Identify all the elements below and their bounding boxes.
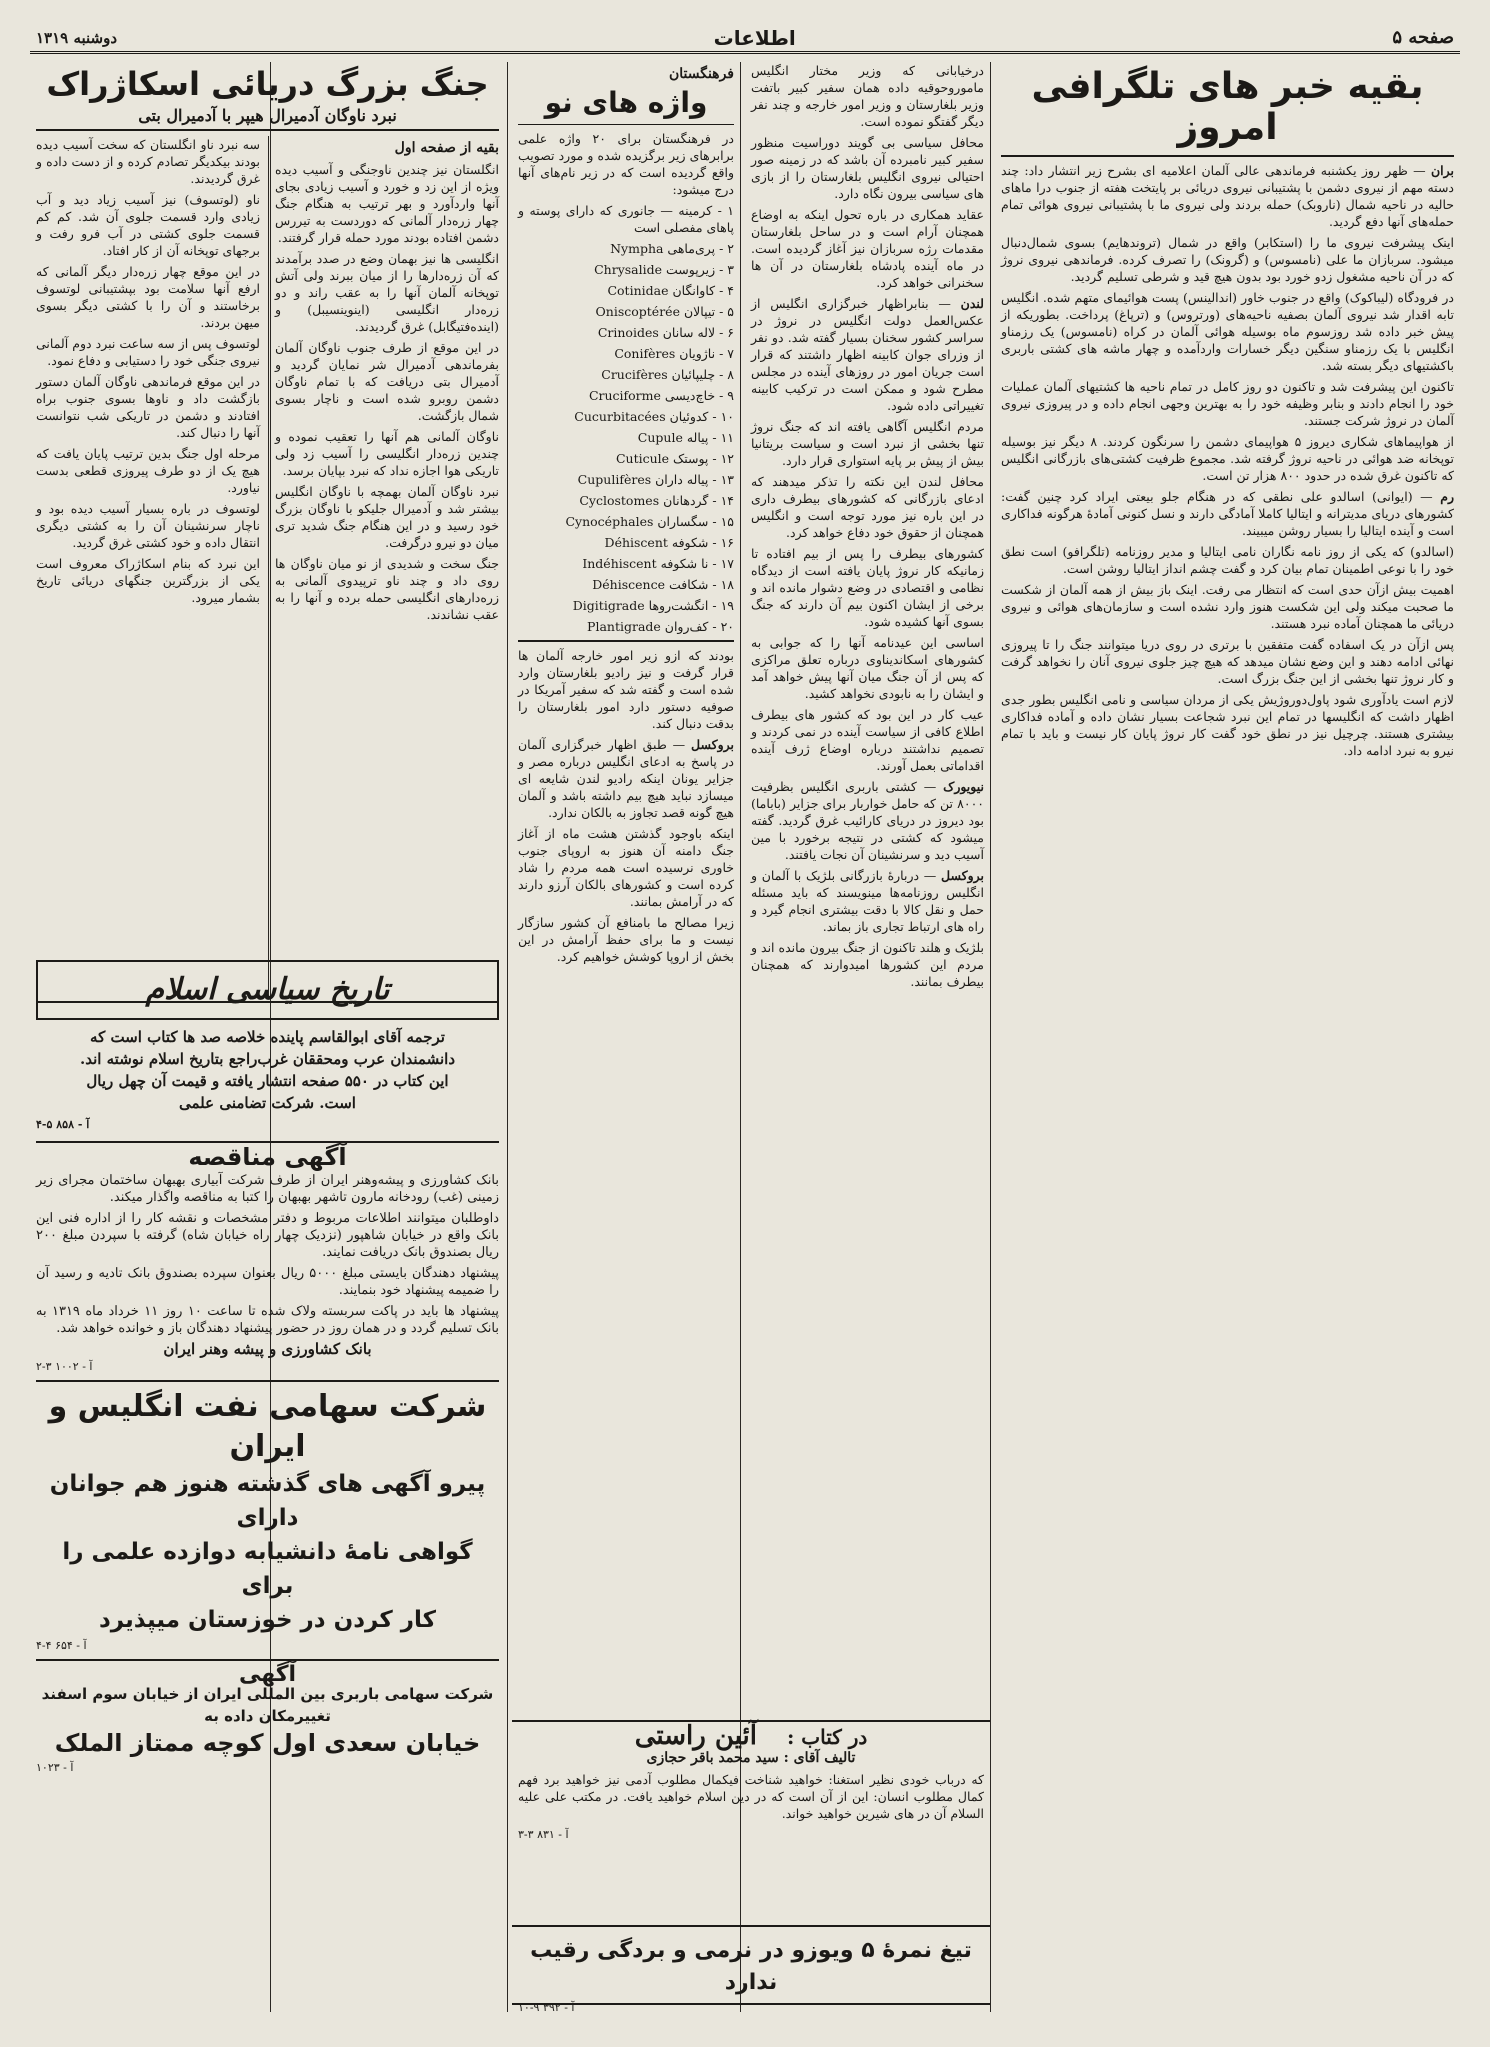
term-item: ۵ - تیپالان Oniscoptérée [595,304,734,320]
ad-transport-line1: شرکت سهامی باربری بین المللی ایران از خیابان سوم اسفند [41,1685,494,1703]
dateline: نیویورک [943,779,984,794]
naval-paragraph: در این موقع چهار زره‌دار دیگر آلمانی که ارفع آنها سلامت بود بپشتیبانی لوتسوف برخاستند و آن را با کشتی دیگر بسوی میهن بردند. [36,263,260,330]
tender-paragraph: پیشنهاد ها باید در پاکت سربسته ولاک شده تا ساعت ۱۰ روز ۱۱ خرداد ماه ۱۳۱۹ به بانک تسلیم گردد و در همان روز در حضور پیشنهاد دهندگان باز و خوانده خواهد شد. [36,1304,499,1336]
ad-tender-footer: بانک کشاورزی و پیشه وهنر ایران [163,1340,372,1358]
news-text: کشورهای بیطرف را پس از بیم افتاده تا زمانیکه کار نروژ پایان یافته است از دیدگاه نظامی و اقتصادی در وضع دشوار مانده اند و برخی از ایشان اکنون بیم آن دارند که جنگ بسوی آنها کشیده شود. [751,546,984,629]
ad-book-line3: این کتاب در ۵۵۰ صفحه انتشار یافته و قیمت آن چهل ریال [86,1072,449,1090]
ad-book-line1: ترجمه آقای ابوالقاسم پاینده خلاصه صد ها کتاب است که [90,1028,445,1046]
term-item: ۸ - چلیپائیان Crucifères [601,367,734,383]
ad-ayin-text: که درباب خودی نظیر استغنا: خواهید شناخت فیکمال مطلوب آدمی نیز خواهید برد فهم کمال مطلوب انسان: این از آن است که در دین اسلام خواهید یافت. در مکتب علی علیه السلام آن در های شیرین خواهید خواند. [518,1772,984,1821]
news-text: — دربارهٔ بازرگانی بلژیک با آلمان و انگلیس روزنامه‌ها مینویسند که باید مسئله حمل و نقل کالا با دقت بیشتری انجام گیرد و راه های ارتباط تجاری باز بماند. [751,868,984,934]
news-item [751,706,984,774]
term-item: ۱۹ - انگشت‌روها Digitigrade [572,598,734,614]
news-item [751,778,984,863]
dateline: لندن [960,296,984,311]
news-text: عقاید همکاری در باره تحول اینکه به اوضاع همچنان آرام است و در ساحل بلغارستان مقدمات رژه سربازان نیز آغاز گردیده است. در ماه آینده پادشاه بلغارستان در آن ها سخنرانی خواهد کرد. [751,207,984,290]
news-text: محافل لندن این نکته را تذکر میدهند که ادعای بازرگانی که کشورهای بیطرف داری در این باره نیز مورد توجه است و انگلیس همچنان از حقوق خود دفاع خواهد کرد. [751,474,984,540]
new-words-intro: در فرهنگستان برای ۲۰ واژه علمی برابرهای زیر برگزیده شده و مورد تصویب واقع گردیده است که در زیر نام‌های آنها درج میشود: [518,131,734,198]
term-item: ۱۲ - پوستک Cuticule [615,451,734,467]
term-item: ۷ - ناژویان Conifères [614,346,734,362]
term-item: ۱۸ - شکافت Déhiscence [592,577,734,593]
issue-date: دوشنبه‌ ۱۳۱۹ [36,28,118,47]
news-item [751,867,984,935]
news-item [751,473,984,541]
news-text: اهمیت بیش ازآن حدی است که انتظار می رفت. اینک باز بیش از همه آلمان از شکست ما صحبت میکند ولی این شکست هنوز وارد نشده است و سازمان‌های هوائی و نیروی دریائی ما همچنان آماده نبرد هستند. [1001,581,1454,631]
term-item: ۹ - خاچ‌دیسی Cruciforme [588,388,734,404]
news-text: اینکه باوجود گذشتن هشت ماه از آغاز جنگ دامنه آن هنوز به اروپای جنوب خاوری نرسیده است همه مردم را شاد کرده است و کشورهای بالکان آرزو دارند که در آرامش بمانند. [518,826,734,910]
news-item [1001,581,1454,632]
term-item: ۱ - کرمینه — جانوری که دارای پوسته و پاهای مفصلی است [518,203,734,236]
news-item [518,914,734,965]
naval-paragraph: انگلستان نیز چندین ناوجنگی و آسیب دیده ویژه از این زد و خورد و آسیب زیادی بجای آنها واردآورد و بهر ترتیب به هنگام جنگ چهار زره‌دار آلمانی که دوردست به تیررس دشمن افتاده بودند مورد حمله قرار گرفتند. [275,161,499,245]
naval-paragraph: مرحله اول جنگ بدین ترتیب پایان یافت که هیچ یک از دو طرف پیروزی قطعی بدست نیاورد. [36,445,260,495]
news-text: اساسی این عیدنامه آنها را که جوابی به کشورهای اسکاندیناوی درباره تعلق مراکزی که پس از آن جنگ میان آنها پیش خواهد آمد و ایشان را به نابودی نخواهد کشید. [751,635,984,701]
news-item [1001,289,1454,374]
ad-transport-line3: خیابان سعدی اول کوچه ممتاز الملک [54,1729,481,1757]
headline-new-words: واژه های نو [544,86,708,119]
term-item: ۱۴ - گردهانان Cyclostomes [579,493,734,509]
dateline: رم [1440,488,1454,504]
column-telegraph-news [995,62,1460,2012]
ad-oil-title: شرکت سهامی نفت انگلیس و ایران [48,1389,487,1464]
ad-razor-code: آ - ۳۹۲ ۹-۱۰ [518,2001,575,2014]
column-rule [990,62,991,2012]
news-item [1001,433,1454,484]
naval-paragraph: جنگ سخت و شدیدی از نو میان ناوگان ها روی داد و چند ناو ترپیدوی آلمانی به زره‌دارهای انگلیسی حمله برده و آنها را به عقب نشاندند. [275,555,499,622]
ad-ayin-title: آئین راستی [634,1721,757,1751]
ad-oil-line2: گواهی نامهٔ دانشیابه دوازده علمی را برای [62,1539,473,1599]
news-text: — کشتی باربری انگلیس بظرفیت ۸۰۰۰ تن که حامل خواربار برای جزایر (باباما) بود دیروز در دریای کارائیب غرق گردید. گفته میشود که کشتی در نتیجه برخورد با مین آسیب دید و سرنشینان آن نجات یافتند. [751,779,984,862]
news-item [751,634,984,702]
continued-label: بقیه از صفحه اول [394,139,499,156]
naval-paragraph: در این موقع از طرف جنوب ناوگان آلمان بفرماندهی آدمیرال شر نمایان گردید و آدمیرال بتی دریافت که با تمام ناوگان دشمن روبرو شده است و ناچار بسوی شمال بازگشت. [275,339,499,423]
term-item: ۱۱ - پیاله Cupule [637,430,734,446]
news-item [751,418,984,469]
news-text: — طبق اظهار خبرگزاری آلمان در پاسخ به ادعای انگلیس درباره مصر و جزایر یونان اینکه رادیو لندن شایعه ای میسازد نباید هیچ بیم داشته باشد و آلمان هیچ گونه قصد تجاوز به بالکان ندارد. [518,737,734,821]
ad-transport-code: آ - ۱۰۲۳ [36,1761,74,1774]
ad-tender-title: آگهی مناقصه [188,1143,347,1171]
news-item [751,134,984,202]
news-item [1001,234,1454,285]
subhead-naval-battle: نبرد ناوگان آدمیرال هیپر با آدمیرال بتی [138,105,397,125]
news-item [751,939,984,990]
ad-oil-code: آ - ۶۵۴ ۴-۴ [36,1639,87,1652]
term-item: ۶ - لاله سانان Crinoides [597,325,734,341]
news-text: از هواپیماهای شکاری دیروز ۵ هواپیمای دشمن را سرنگون کردند. ۸ دیگر نیز بوسیله توپخانه ضد هوائی در ناحیه نروژ گرفته شد. مجموع ظرفیت کشتی‌های بازرگانی انگلیس که تاکنون غرق شده در حدود ۸۰۰ هزار تن است. [1001,433,1455,483]
news-text: مردم انگلیس آگاهی یافته اند که جنگ نروژ تنها بخشی از نبرد است و سیاست بریتانیا بیش از پیش بر پایه استواری قرار دارد. [751,419,984,468]
news-text: اینک پیشرفت نیروی ما را (استکابر) واقع در شمال (تروندهایم) بسوی شمال‌دنبال میشود. سربازان ما علی (نامسوس) و (گرونک) را تصرف کرده. فرماندهی نیروی نروژ که در آن ناحیه مشغول زدو خورد بود بدون هیچ قید و شرطی تسلیم گردید. [1001,234,1454,284]
news-text: لازم است یادآوری شود پاول‌دوروژیش یکی از مردان سیاسی و نامی انگلیس بطور جدی اظهار داشت که انگلیسها در تمام این نبرد شجاعت بسیار نشان داده و آماده فداکاری بیشتری هستند. چرچیل نیز در نطق خود گفت کار نروژ پایان کار نیست و باید با تمام نیرو به نبرد ادامه داد. [1001,691,1454,758]
ad-tender-code: آ - ۱۰۰۲ ۳-۲ [36,1360,93,1373]
ad-ayin-label: در کتاب : [786,1725,868,1749]
naval-paragraph: سه نبرد ناو انگلستان که سخت آسیب دیده بودند بیکدیگر تصادم کرده و از دست داده و غرق گردیدند. [36,136,260,186]
news-item [1001,378,1454,429]
ad-transport-line2: تغییرمکان داده به [204,1707,331,1725]
section-label: فرهنگستان [668,66,734,82]
term-item: ۱۰ - کدوئیان Cucurbitacées [574,409,734,425]
news-text: — بنابراظهار خبرگزاری انگلیس از عکس‌العمل دولت انگلیس در نروژ در سراسر کشور سخنان بسیار گفته شد. دو نفر از وزرای جوان کابینه اظهار داشتند که قرار است جریان امور در روزهای آینده در مجلس مطرح شود و ممکن است در ترکیب کابینه تغییراتی داده شود. [751,296,984,413]
news-item [1001,162,1454,230]
ad-book-line4: است. شرکت تضامنی علمی [179,1094,356,1112]
naval-paragraph: ناوگان آلمانی هم آنها را تعقیب نموده و چندین زره‌دار انگلیسی را آسیب زد ولی تاریکی هوا اجازه نداد که نبرد بپایان برسد. [275,428,499,478]
naval-paragraph: نبرد ناوگان آلمان بهمچه با ناوگان انگلیس بیشتر شد و آدمیرال جلیکو با ناوگان بزرگ خود رسید و در این هنگام جنگ شدید تری میان دو نیرو درگرفت. [275,483,499,550]
term-item: ۱۳ - پیاله داران Cupulifères [577,472,734,488]
news-text: زیرا مصالح ما بامنافع آن کشور سازگار نیست و ما برای حفظ آرامش در این بخش از اروپا کوشش خواهیم کرد. [518,915,734,965]
ad-book-code: آ - ۸۵۸ ۵-۴ [36,1118,90,1131]
naval-paragraph: لوتسوف در باره بسیار آسیب دیده بود و ناچار سرنشینان آن را به کشتی دیگری انتقال داده و خود کشتی غرق گردید. [36,500,260,550]
news-item [751,295,984,414]
naval-paragraph: این نبرد که بنام اسکاژراک معروف است یکی از بزرگترین جنگهای دریائی تاریخ بشمار میرود. [36,555,260,605]
naval-paragraph: در این موقع فرماندهی ناوگان آلمان دستور بازگشت داد و ناوها بسوی جنوب براه افتادند و دشمن در تاریکی شب نتوانست آنها را دنبال کند. [36,373,260,440]
news-item [518,647,734,732]
news-text: در فرودگاه (لیباکوک) واقع در جنوب خاور (اندالینس) پست هوائیمای متهم شده. انگلیس تابه اقدار شد نیروی آلمان بصفیه ناحیه‌های (ورتروس) و (ترپاغ) پرداخت. بطوریکه از پیش خبر داده شد روزسوم ماه بوسیله هوائی آلمان در کراه (نامسوس) یک رزمناو انگلیس با یک رزمناو سنگین دیگر خسارات واردآمده و چهار ماشه های کشتی باربری باکشتیهای دیگر بسته شد. [1001,289,1454,373]
masthead: اطلاعات [713,25,796,50]
dateline: بران [1430,162,1454,178]
naval-paragraph: انگلیسی ها نیز بهمان وضع در صدد برآمدند که آن زره‌دارها را از میان ببرند ولی آتش توپخانه آلمان آنها را به عقب راند و دو زره‌دار انگلیسی (اینوینسیبل) و (اینده‌فتیگابل) غرق گردیدند. [275,250,499,334]
ads-column [30,960,505,2010]
ad-book-title: تاریخ سیاسی اسلام [36,960,499,1020]
ad-ayin-author: تالیف آقای : سید محمد باقر حجازی [646,1750,856,1766]
telegraph-news-list [1001,162,1454,759]
term-item: ۲ - پری‌ماهی Nympha [610,241,734,257]
news-text: بلژیک و هلند تاکنون از جنگ بیرون مانده اند و مردم این کشورها امیدوارند که همچنان بیطرف بمانند. [751,940,984,989]
news-list-2 [751,62,984,990]
news-item [751,62,984,130]
news-item [1001,543,1454,577]
news-item [1001,636,1454,687]
news-list-3 [518,647,734,965]
news-item [518,825,734,910]
ad-tender-body [36,1172,499,1337]
page-header [30,24,1460,54]
tender-paragraph: داوطلبان میتوانند اطلاعات مربوط و دفتر مشخصات و نقشه کار را از اداره فنی این بانک واقع در خیابان شاهپور (نزدیک چهار راه خیابان شاه) گرفته با سپردن مبلغ ۲۰۰ ریال بصندوق بانک دریافت نمایند. [36,1211,499,1260]
term-item: ۱۵ - سگساران Cynocéphales [565,514,734,530]
ad-book-line2: دانشمندان عرب ومحققان غرب‌راجع بتاریخ اسلام نوشته اند. [79,1050,456,1068]
news-text: بودند که ازو زیر امور خارجه آلمان ها قرار گرفت و نیز رادیو بلغارستان وارد شده است و گفته شد که سفیر آمریکا در صوفیه دستور دارد امور بلغارستان را بدقت دنبال کند. [518,648,734,732]
ad-ayin-code: آ - ۸۳۱ ۳-۳ [518,1828,569,1841]
news-item [518,736,734,821]
term-item: ۴ - کاوانگان Cotinidae [607,283,734,299]
term-item: ۱۷ - نا شکوفه Indéhiscent [582,556,734,572]
naval-paragraph: ناو (لوتسوف) نیز آسیب زیاد دید و آب زیادی وارد قسمت جلوی آن شد. کم کم قسمت جلوی کشتی در آب فرو رفت و برجهای توپخانه آن از کار افتاد. [36,191,260,258]
naval-paragraph: لوتسوف پس از سه ساعت نبرد دوم آلمانی نیروی جنگی خود را دستیابی و دفاع نمود. [36,335,260,368]
ad-oil-line3: کار کردن در خوزستان میپذیرد [98,1607,436,1633]
dateline: بروکسل [691,737,734,753]
dateline: بروکسل [941,868,984,883]
naval-paragraphs-left [36,136,260,606]
tender-paragraph: پیشنهاد دهندگان بایستی مبلغ ۵۰۰۰ ریال بعنوان سپرده بصندوق بانک تادیه و رسید آن را ضمیمه پیشنهاد خود بنمایند. [36,1266,499,1298]
news-item [1001,488,1454,539]
headline-telegraph: بقیه خبر های تلگرافی امروز [1031,66,1424,149]
ad-razor-text: تیغ نمرهٔ ۵ ویوزو در نرمی و بردگی رقیب ندارد [530,1938,972,1995]
news-text: پس ازآن در یک اسفاده گفت متفقین با برتری در روی دریا میتوانند جنگ را تا پیروزی نهائی ادامه دهند و این وضع نشان میدهد که هیچ چیز جلوی نیروی آنان را نخواهد گرفت و کار نروژ تنها بخشی از این جنگ بزرگ است. [1001,636,1454,686]
news-item [1001,691,1454,759]
page-number: صفحه ۵ [1392,27,1454,48]
news-text: (اسالدو) که یکی از روز نامه نگاران نامی ایتالیا و مدیر روزنامه (تلگرافو) است نطق خود را با نوعی اطمینان تمام بیان کرد و گفت چشم انداز ایتالیا روشن است. [1001,543,1454,576]
news-item [751,206,984,291]
term-item: ۱۶ - شکوفه Déhiscent [604,535,734,551]
term-item: ۳ - زیرپوست Chrysalide [594,262,734,278]
news-text: — (ایوانی) اسالدو علی نطقی که در هنگام جلو بیعتی ایراد کرد چنین گفت: کشورهای دریای مدیترانه و ایتالیا کاملا آمادگی دارند و نسل کنونی آمادهٔ هرگونه فداکاری است و آینده ایتالیا را بسیار روشن میبیند. [1001,488,1454,538]
news-item [751,545,984,630]
news-text: درخیابانی که وزیر مختار انگلیس ماموروحوقیه داده همان سفیر کبیر باتفت وزیر بلغارستان و وزیر امور خارجه و چند نفر دیگر گفتگو نموده است. [751,63,984,129]
column-rule [507,62,508,2012]
news-text: تاکنون این پیشرفت شد و تاکنون دو روز کامل در تمام ناحیه ها کشتیهای آلمان عملیات خود را انجام دادند و بنابر وظیفه خود را به بهترین وجهی انجام داده و در پیروزی نیروی آلمان در نروژ شرکت جستند. [1001,378,1454,428]
ad-oil-line1: پیرو آگهی های گذشته هنوز هم جوانان دارای [49,1471,486,1531]
ad-razor-blade [512,1925,990,2014]
tender-paragraph: بانک کشاورزی و پیشه‌وهنر ایران از طرف شرکت آبیاری بهبهان ساختمان مجرای زیر زمینی (غب) رودخانه مارون تاشهر بهبهان را کتبا به مناقصه واگذار میکند. [36,1173,499,1205]
news-text: عیب کار در این بود که کشور های بیطرف اطلاع کافی از سیاست آینده در نمی کردند و تصمیم نداشتند درباره اوضاع ژرف آینده اقداماتی بعمل آورند. [751,707,984,773]
term-item: ۲۰ - کف‌روان Plantigrade [587,619,734,635]
news-text: محافل سیاسی بی گویند دوراسیت منظور سفیر کبیر نامبرده آن باشد که در زمینه صور احتیالی نیروی انگلیس بلغارستان را از بازی های سیاسی بیرون نگاه دارد. [751,135,984,201]
naval-paragraphs [275,161,499,623]
headline-naval-battle: جنگ بزرگ دریائی اسکاژراک [46,65,489,103]
ad-transport-title: آگهی [238,1662,297,1687]
terms-list [518,202,734,635]
news-text: — ظهر روز یکشنبه فرماندهی عالی آلمان اعلامیه ای بشرح زیر انتشار داد: چند دسته مهم از نیروی دشمن با پشتیبانی نیروی دریائی بر پایتخت هفته از جنوب درا ماهای حالیه در ناحیه شمال (ناروبک) حمله بردند ولی نیروی ما با پشتیبانی نیروی هوائی تمام حمله‌های آنها دفع گردید. [1001,162,1454,229]
